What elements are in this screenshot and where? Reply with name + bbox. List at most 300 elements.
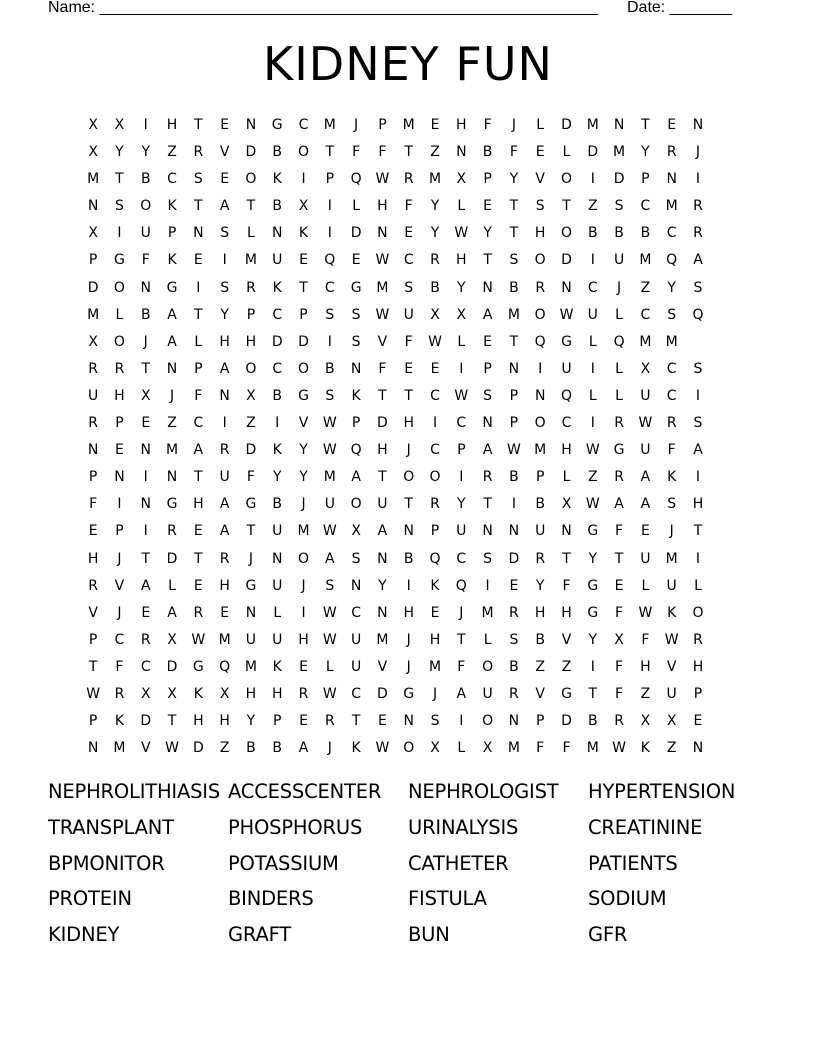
grid-letter[interactable]: S [115,198,124,215]
grid-letter[interactable]: J [117,550,122,567]
grid-letter[interactable]: N [140,279,151,296]
grid-letter[interactable]: F [457,658,466,675]
grid-letter[interactable]: Z [246,415,256,432]
grid-letter[interactable]: N [87,740,99,757]
grid-letter[interactable]: H [640,658,651,675]
grid-letter[interactable]: G [166,279,178,296]
grid-letter[interactable]: I [590,360,595,377]
grid-letter[interactable]: U [666,685,677,702]
grid-letter[interactable]: T [194,469,203,486]
grid-letter[interactable]: S [325,306,335,323]
grid-letter[interactable]: H [271,685,283,702]
grid-letter[interactable]: Z [561,658,572,675]
grid-letter[interactable]: H [219,333,230,350]
grid-letter[interactable]: Z [587,469,598,486]
grid-letter[interactable]: I [275,415,280,432]
grid-letter[interactable]: N [219,387,230,404]
grid-letter[interactable]: H [456,117,467,133]
grid-letter[interactable]: M [323,469,336,486]
grid-letter[interactable]: X [88,333,98,350]
grid-letter[interactable]: B [509,469,519,486]
grid-letter[interactable]: M [613,144,626,161]
grid-letter[interactable]: D [192,740,204,757]
grid-letter[interactable]: R [114,360,125,377]
grid-letter[interactable]: I [327,225,332,242]
grid-letter[interactable]: N [482,523,493,540]
grid-letter[interactable]: X [430,740,440,757]
grid-letter[interactable]: B [272,740,283,757]
grid-letter[interactable]: I [222,415,227,432]
grid-letter[interactable]: D [561,252,572,269]
grid-letter[interactable]: S [351,306,361,323]
grid-letter[interactable]: R [219,442,230,459]
grid-letter[interactable]: J [617,279,622,296]
grid-letter[interactable]: N [245,604,257,621]
grid-letter[interactable]: A [640,469,651,486]
grid-letter[interactable]: A [219,198,230,215]
grid-letter[interactable]: E [535,144,545,161]
grid-letter[interactable]: D [166,658,178,675]
grid-letter[interactable]: Z [535,658,545,675]
grid-letter[interactable]: E [193,523,203,540]
grid-letter[interactable]: P [88,713,98,730]
grid-letter[interactable]: O [350,496,362,513]
grid-letter[interactable]: A [693,442,703,459]
grid-letter[interactable]: N [350,360,362,377]
grid-letter[interactable]: E [193,252,203,269]
grid-letter[interactable]: E [115,442,124,459]
grid-letter[interactable]: U [245,631,257,648]
grid-letter[interactable]: E [88,523,98,540]
grid-letter[interactable]: W [322,523,337,540]
grid-letter[interactable]: X [88,117,98,133]
grid-letter[interactable]: B [430,279,440,296]
grid-letter[interactable]: R [140,631,151,648]
grid-letter[interactable]: O [534,306,546,323]
grid-letter[interactable]: D [561,713,572,730]
grid-letter[interactable]: F [115,658,124,675]
grid-letter[interactable]: R [88,360,99,377]
grid-letter[interactable]: S [483,387,493,404]
grid-letter[interactable]: P [378,117,387,133]
grid-letter[interactable]: R [430,252,440,269]
grid-letter[interactable]: F [141,252,150,269]
grid-letter[interactable]: A [219,360,230,377]
grid-letter[interactable]: H [561,442,572,459]
grid-letter[interactable]: D [508,550,520,567]
grid-letter[interactable]: A [167,306,177,323]
grid-letter[interactable]: K [193,685,203,702]
grid-letter[interactable]: G [114,252,125,269]
grid-letter[interactable]: P [693,685,703,702]
grid-letter[interactable]: Q [350,171,362,188]
grid-letter[interactable]: S [509,631,519,648]
grid-letter[interactable]: I [485,577,490,594]
grid-letter[interactable]: N [508,360,520,377]
grid-letter[interactable]: E [220,604,230,621]
grid-letter[interactable]: P [88,252,98,269]
grid-letter[interactable]: S [667,306,677,323]
grid-letter[interactable]: C [324,279,335,296]
grid-letter[interactable]: R [88,577,99,594]
grid-letter[interactable]: W [638,415,653,432]
grid-letter[interactable]: T [562,550,571,567]
grid-letter[interactable]: P [509,415,519,432]
grid-letter[interactable]: T [483,252,492,269]
grid-letter[interactable]: N [166,360,178,377]
grid-letter[interactable]: Y [588,631,598,648]
grid-letter[interactable]: K [351,740,361,757]
grid-letter[interactable]: P [509,387,519,404]
grid-letter[interactable]: M [428,171,442,188]
grid-letter[interactable]: P [430,523,440,540]
grid-letter[interactable]: D [298,333,309,350]
grid-letter[interactable]: R [614,469,624,486]
grid-letter[interactable]: M [244,658,257,675]
grid-letter[interactable]: K [114,713,125,730]
grid-letter[interactable]: V [219,144,230,161]
grid-letter[interactable]: O [403,740,415,757]
grid-letter[interactable]: T [88,658,98,675]
grid-letter[interactable]: R [509,685,519,702]
grid-letter[interactable]: R [482,469,493,486]
grid-letter[interactable]: M [376,631,389,648]
grid-letter[interactable]: N [508,523,520,540]
grid-letter[interactable]: D [166,550,178,567]
grid-letter[interactable]: S [351,550,361,567]
grid-letter[interactable]: Z [430,144,440,161]
grid-letter[interactable]: E [430,117,440,133]
grid-letter[interactable]: A [640,496,651,513]
grid-letter[interactable]: O [245,360,257,377]
grid-letter[interactable]: L [457,333,466,350]
grid-letter[interactable]: I [143,523,148,540]
grid-letter[interactable]: U [535,523,546,540]
grid-letter[interactable]: N [245,117,257,133]
grid-letter[interactable]: V [535,685,545,702]
grid-letter[interactable]: P [194,360,203,377]
grid-letter[interactable]: B [509,658,519,675]
grid-letter[interactable]: Y [457,496,466,513]
grid-letter[interactable]: R [114,685,125,702]
grid-letter[interactable]: N [166,469,178,486]
grid-letter[interactable]: K [298,225,309,242]
grid-letter[interactable]: S [535,198,545,215]
grid-letter[interactable]: U [350,658,362,675]
grid-letter[interactable]: X [140,387,151,404]
grid-letter[interactable]: N [271,225,283,242]
grid-letter[interactable]: H [534,225,546,242]
grid-letter[interactable]: X [88,144,98,161]
grid-letter[interactable]: J [459,604,464,621]
grid-letter[interactable]: Y [299,442,308,459]
grid-letter[interactable]: Z [640,279,651,296]
grid-letter[interactable]: B [246,740,256,757]
grid-letter[interactable]: T [351,713,361,730]
grid-letter[interactable]: K [667,604,677,621]
grid-letter[interactable]: P [167,225,177,242]
grid-letter[interactable]: G [403,685,415,702]
grid-letter[interactable]: N [87,198,99,215]
grid-letter[interactable]: U [666,577,677,594]
grid-letter[interactable]: G [298,387,309,404]
grid-letter[interactable]: Z [167,415,177,432]
grid-letter[interactable]: C [403,252,414,269]
grid-letter[interactable]: M [113,740,126,757]
grid-letter[interactable]: L [194,333,203,350]
grid-letter[interactable]: Q [350,442,362,459]
grid-letter[interactable]: E [220,117,230,133]
grid-letter[interactable]: T [509,225,519,242]
grid-letter[interactable]: K [272,171,282,188]
grid-letter[interactable]: V [298,415,309,432]
grid-letter[interactable]: F [509,144,518,161]
grid-letter[interactable]: Y [299,469,308,486]
grid-letter[interactable]: T [483,496,492,513]
grid-letter[interactable]: T [194,306,203,323]
grid-letter[interactable]: K [430,577,440,594]
grid-letter[interactable]: X [456,306,467,323]
grid-letter[interactable]: B [535,631,545,648]
grid-letter[interactable]: Q [560,387,572,404]
grid-letter[interactable]: N [482,415,493,432]
grid-letter[interactable]: X [246,387,256,404]
grid-letter[interactable]: I [301,171,306,188]
grid-letter[interactable]: O [692,604,704,621]
grid-letter[interactable]: T [509,198,519,215]
grid-letter[interactable]: N [508,713,520,730]
grid-letter[interactable]: P [88,469,98,486]
grid-letter[interactable]: L [457,198,466,215]
grid-letter[interactable]: N [377,550,388,567]
grid-letter[interactable]: G [613,442,625,459]
grid-letter[interactable]: Y [272,469,282,486]
grid-letter[interactable]: N [403,713,414,730]
grid-letter[interactable]: S [430,713,440,730]
grid-letter[interactable]: D [587,144,599,161]
grid-letter[interactable]: E [483,333,493,350]
grid-letter[interactable]: M [586,740,599,757]
grid-letter[interactable]: M [244,252,257,269]
grid-letter[interactable]: U [272,631,283,648]
grid-letter[interactable]: W [322,415,337,432]
grid-letter[interactable]: U [587,306,598,323]
grid-letter[interactable]: C [456,415,467,432]
grid-letter[interactable]: Y [641,144,650,161]
grid-letter[interactable]: W [454,387,469,404]
grid-letter[interactable]: F [378,360,387,377]
grid-letter[interactable]: R [666,144,677,161]
grid-letter[interactable]: L [247,225,255,242]
grid-letter[interactable]: H [692,658,704,675]
grid-letter[interactable]: Q [429,550,441,567]
grid-letter[interactable]: L [536,117,545,133]
grid-letter[interactable]: J [511,117,516,133]
grid-letter[interactable]: C [167,171,177,188]
grid-letter[interactable]: W [375,171,390,188]
grid-letter[interactable]: H [298,631,309,648]
grid-letter[interactable]: S [614,198,624,215]
grid-letter[interactable]: P [299,306,308,323]
grid-letter[interactable]: X [167,685,177,702]
grid-letter[interactable]: T [588,685,598,702]
grid-letter[interactable]: I [590,252,595,269]
grid-letter[interactable]: H [245,685,257,702]
grid-letter[interactable]: G [587,577,599,594]
grid-letter[interactable]: T [141,550,151,567]
grid-letter[interactable]: B [140,306,151,323]
grid-letter[interactable]: F [404,198,413,215]
grid-letter[interactable]: X [351,523,361,540]
grid-letter[interactable]: N [377,604,388,621]
grid-letter[interactable]: X [167,631,177,648]
grid-letter[interactable]: B [509,279,519,296]
grid-letter[interactable]: A [456,685,467,702]
grid-letter[interactable]: K [272,279,282,296]
grid-letter[interactable]: R [535,279,546,296]
grid-letter[interactable]: T [141,360,151,377]
grid-letter[interactable]: S [509,252,519,269]
grid-letter[interactable]: H [456,252,467,269]
grid-letter[interactable]: U [272,252,283,269]
grid-letter[interactable]: W [585,442,600,459]
grid-letter[interactable]: I [695,171,701,188]
grid-letter[interactable]: A [219,496,230,513]
grid-letter[interactable]: P [457,442,466,459]
grid-letter[interactable]: U [272,577,283,594]
grid-letter[interactable]: W [191,631,206,648]
grid-letter[interactable]: M [665,550,678,567]
grid-letter[interactable]: A [167,604,177,621]
grid-letter[interactable]: B [272,496,283,513]
grid-letter[interactable]: O [534,252,546,269]
grid-letter[interactable]: A [140,577,151,594]
grid-letter[interactable]: X [482,740,493,757]
grid-letter[interactable]: I [590,171,595,188]
grid-letter[interactable]: J [143,333,148,350]
grid-letter[interactable]: I [590,658,595,675]
grid-letter[interactable]: V [377,333,388,350]
grid-letter[interactable]: F [615,523,624,540]
grid-letter[interactable]: P [246,306,256,323]
grid-letter[interactable]: W [322,631,337,648]
grid-letter[interactable]: E [667,117,677,133]
grid-letter[interactable]: X [666,713,677,730]
grid-letter[interactable]: M [428,658,442,675]
grid-letter[interactable]: H [377,198,388,215]
grid-letter[interactable]: F [667,442,676,459]
grid-letter[interactable]: E [141,604,151,621]
grid-letter[interactable]: P [325,171,335,188]
grid-letter[interactable]: H [429,631,441,648]
grid-letter[interactable]: F [352,144,361,161]
grid-letter[interactable]: D [245,442,257,459]
grid-letter[interactable]: D [377,685,388,702]
grid-letter[interactable]: C [351,685,361,702]
grid-letter[interactable]: K [667,469,677,486]
grid-letter[interactable]: E [299,713,308,730]
grid-letter[interactable]: W [638,604,653,621]
grid-letter[interactable]: N [456,144,467,161]
grid-letter[interactable]: D [140,713,152,730]
grid-letter[interactable]: P [115,523,124,540]
grid-letter[interactable]: R [693,198,703,215]
grid-letter[interactable]: M [297,523,310,540]
grid-letter[interactable]: T [641,117,650,133]
grid-letter[interactable]: T [194,117,203,133]
grid-letter[interactable]: W [428,333,442,350]
grid-letter[interactable]: B [140,171,151,188]
grid-letter[interactable]: O [298,144,310,161]
grid-letter[interactable]: D [377,415,388,432]
grid-letter[interactable]: I [695,387,701,404]
grid-letter[interactable]: T [246,198,256,215]
grid-letter[interactable]: N [482,279,493,296]
grid-letter[interactable]: N [87,442,99,459]
grid-letter[interactable]: F [89,496,98,513]
grid-letter[interactable]: B [587,225,598,242]
grid-letter[interactable]: S [351,333,361,350]
grid-letter[interactable]: T [457,631,466,648]
grid-letter[interactable]: D [245,144,257,161]
grid-letter[interactable]: S [404,279,414,296]
grid-letter[interactable]: R [535,550,546,567]
grid-letter[interactable]: F [641,631,650,648]
grid-letter[interactable]: P [535,713,545,730]
grid-letter[interactable]: I [695,469,701,486]
grid-letter[interactable]: L [694,577,702,594]
grid-letter[interactable]: I [590,415,595,432]
grid-letter[interactable]: L [615,387,623,404]
grid-letter[interactable]: M [481,604,494,621]
grid-letter[interactable]: R [193,604,204,621]
grid-letter[interactable]: Z [167,144,177,161]
grid-letter[interactable]: F [246,469,255,486]
grid-letter[interactable]: W [86,685,101,702]
grid-letter[interactable]: E [377,713,387,730]
grid-letter[interactable]: G [271,117,283,133]
grid-letter[interactable]: J [301,577,306,594]
grid-letter[interactable]: S [693,279,703,296]
grid-letter[interactable]: G [192,658,204,675]
grid-letter[interactable]: Y [378,577,387,594]
grid-letter[interactable]: Q [455,577,467,594]
grid-letter[interactable]: G [350,279,362,296]
grid-letter[interactable]: Y [220,306,229,323]
grid-letter[interactable]: R [219,550,230,567]
grid-letter[interactable]: T [167,713,177,730]
grid-letter[interactable]: U [324,496,335,513]
grid-letter[interactable]: W [664,631,679,648]
grid-letter[interactable]: A [351,469,361,486]
grid-letter[interactable]: T [614,550,624,567]
grid-letter[interactable]: R [666,415,677,432]
grid-letter[interactable]: N [140,496,151,513]
grid-letter[interactable]: C [430,387,440,404]
grid-letter[interactable]: O [482,713,494,730]
grid-letter[interactable]: E [640,523,650,540]
grid-letter[interactable]: W [165,740,179,757]
grid-letter[interactable]: J [432,685,438,702]
grid-letter[interactable]: M [165,442,179,459]
grid-letter[interactable]: L [588,387,597,404]
grid-letter[interactable]: R [614,415,624,432]
grid-letter[interactable]: Z [666,740,677,757]
grid-letter[interactable]: R [298,685,309,702]
grid-letter[interactable]: F [536,740,545,757]
grid-letter[interactable]: P [88,631,98,648]
grid-letter[interactable]: B [272,144,283,161]
